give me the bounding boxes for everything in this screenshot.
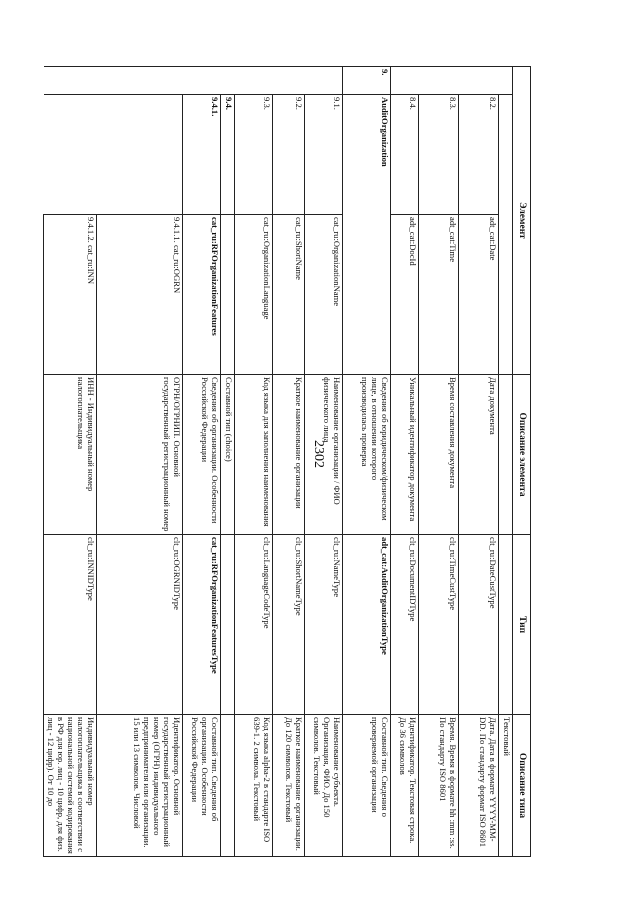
table-row <box>221 67 235 857</box>
cell-element: adt_cat:Date <box>459 215 499 375</box>
cell-element: cat_ru:OrganizationName <box>305 215 343 375</box>
cell-description: Код языка для заполнения наименования <box>235 375 273 535</box>
header-description: Описание элемента <box>513 375 531 535</box>
header-type-description: Описание типа <box>513 715 531 857</box>
cell-description: Составной тип (choice) <box>221 375 235 535</box>
rotated-table <box>46 66 531 856</box>
cell-element: cat_ru:OrganizationLanguage <box>235 215 273 375</box>
cell-element: 9.4.1.2. cat_ru:INN <box>44 215 97 375</box>
cell-type: adt_cat:AuditOrganizationType <box>343 535 391 715</box>
cell-num: 9.1. <box>305 95 343 215</box>
cell-type-description: Время. Время в формате hh :mm :ss. По стандарту ISO 8601 <box>419 715 459 857</box>
cell-description: Время составления документа <box>419 375 459 535</box>
cell-type-description: Дата. Дата в формате YYYY-MM-DD. По стандарту формат ISO 8601 <box>459 715 499 857</box>
cell-num: 8.2. <box>459 95 499 215</box>
cell-type: cat_ru:RFOrganizationFeaturesType <box>183 535 221 715</box>
cell-type: clt_ru:LanguageCodeType <box>235 535 273 715</box>
cell-num: 9.2. <box>273 95 305 215</box>
cell-num: 8.4. <box>391 95 419 215</box>
cell-num: 9. <box>343 67 391 95</box>
table-row <box>419 67 459 857</box>
table-frame <box>46 66 531 856</box>
cell-description: ОГРН/ОГРНИП. Основной государственный регистрационный номер <box>97 375 183 535</box>
table-row <box>459 67 499 857</box>
cell-type: clt_ru:INNIDType <box>44 535 97 715</box>
cell-description: Сведения об организации. Особенности Российской Федерации <box>183 375 221 535</box>
page-number: 2302 <box>311 440 326 468</box>
cell-num: 8.3. <box>419 95 459 215</box>
cell-num: 9.3. <box>235 95 273 215</box>
cell-description: Наименование организации / ФИО физического лица <box>305 375 343 535</box>
cell-type-description: Текстовый <box>499 715 513 857</box>
header-type: Тип <box>513 535 531 715</box>
cell-element: 9.4.1.1. cat_ru:OGRN <box>97 215 183 375</box>
cell-element: adt_cat:DocId <box>391 215 419 375</box>
cell-type: clt_ru:OGRNIDType <box>97 535 183 715</box>
cell-element: AuditOrganization <box>343 95 391 375</box>
table-row <box>44 67 97 857</box>
cell-element: adt_cat:Time <box>419 215 459 375</box>
cell-type: clt_ru:DocumentIDType <box>391 535 419 715</box>
cell-description: Дата документа <box>459 375 499 535</box>
cell-num: 9.4.1. <box>183 95 221 215</box>
cell-type: clt_ru:DateCustType <box>459 535 499 715</box>
cell-type-description: Идентификатор. Основной государственный регистрационный номер (ОГРН) индивидуального предпринимателя или организации. 15 или 13 символов. Числовой <box>97 715 183 857</box>
table-row <box>499 67 513 857</box>
cell-type-description: Составной тип. Сведения о проверяемой организации <box>343 715 391 857</box>
cell-description: Сведения об юридическом/физическом лице, в отношении которого производилась проверка <box>343 375 391 535</box>
table-row <box>391 67 419 857</box>
cell-type-description: Индивидуальный номер налогоплательщика в соответствии с национальной системой кодирования в РФ для юр. лиц - 10 цифр, для физ. лиц - 12 цифр). От 10 до <box>44 715 97 857</box>
cell-type: clt_ru:ShortNameType <box>273 535 305 715</box>
table-header-row <box>513 67 531 857</box>
cell-type-description: Код языка alpha-2 в стандарте ISO 639-1. 2 символа. Текстовый <box>235 715 273 857</box>
cell-type-description: Наименование субъекта. Организация, ФИО. До 150 символов. Текстовый <box>305 715 343 857</box>
cell-type-description: Краткое наименование организации. До 120 символов. Текстовый <box>273 715 305 857</box>
cell-type: clt_ru:TimeCustType <box>419 535 459 715</box>
table-row <box>235 67 273 857</box>
header-element: Элемент <box>513 67 531 375</box>
cell-num: 9.4. <box>221 95 235 215</box>
cell-element: cat_ru:ShortName <box>273 215 305 375</box>
spec-table <box>43 66 531 857</box>
cell-description: Уникальный идентификатор документа <box>391 375 419 535</box>
cell-type: clt_ru:NameType <box>305 535 343 715</box>
cell-element: cat_ru:RFOrganizationFeatures <box>183 215 221 375</box>
cell-type-description: Идентификатор. Текстовая строка. До 36 символов <box>391 715 419 857</box>
table-row <box>183 67 221 857</box>
cell-description: Краткое наименование организации <box>273 375 305 535</box>
table-row <box>343 67 391 857</box>
table-row <box>273 67 305 857</box>
table-row <box>305 67 343 857</box>
cell-description: ИНН - Индивидуальный номер налогоплательщика <box>44 375 97 535</box>
table-row <box>97 67 183 857</box>
cell-type-description: Составной тип. Сведения об организации. Особенности Российской Федерации <box>183 715 221 857</box>
